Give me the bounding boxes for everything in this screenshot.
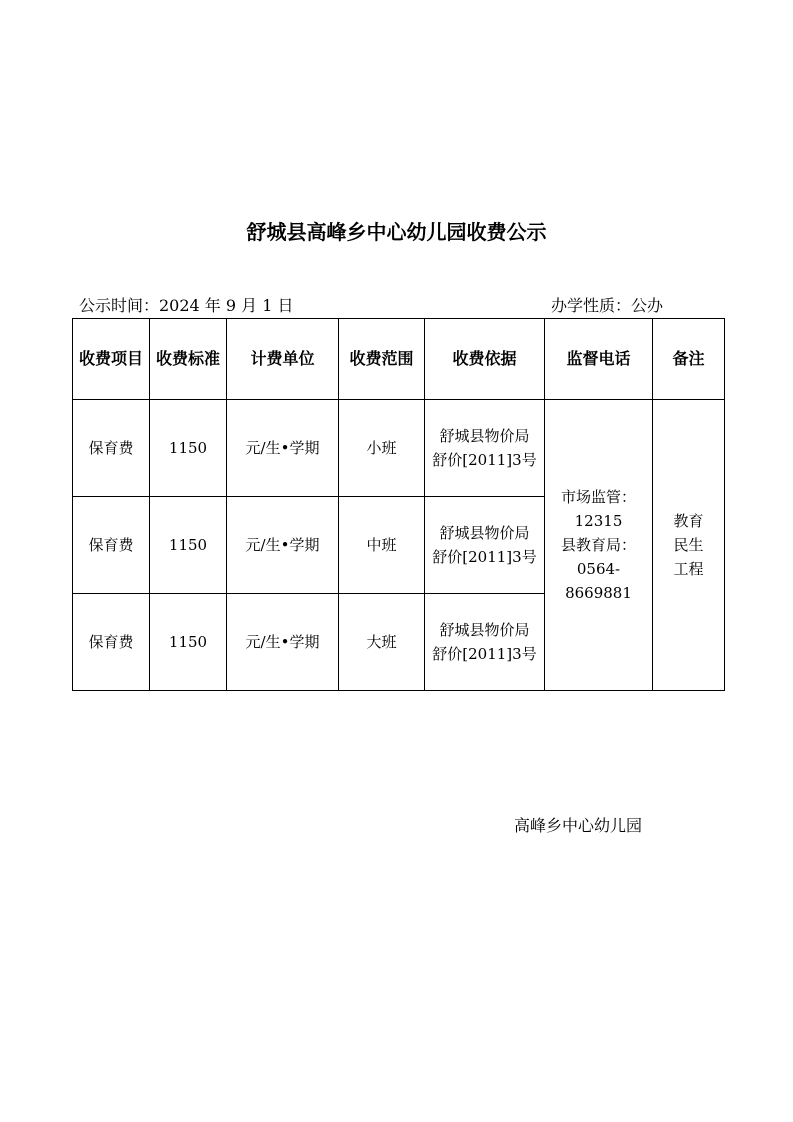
remarks-cell xyxy=(653,400,725,691)
cell-standard: 1150 xyxy=(150,497,227,594)
phone-line: 市场监管： xyxy=(560,488,636,506)
phone-line: 县教育局： xyxy=(560,536,636,554)
phone-line: 12315 xyxy=(574,512,623,530)
cell-scope: 小班 xyxy=(339,400,425,497)
basis-authority: 舒城县物价局 xyxy=(439,524,530,542)
remark-line: 教育 xyxy=(673,512,704,530)
cell-item: 保育费 xyxy=(73,594,150,691)
page-title: 舒城县高峰乡中心幼儿园收费公示 xyxy=(246,220,547,244)
fee-table xyxy=(72,318,725,691)
cell-unit: 元/生•学期 xyxy=(227,594,339,691)
header-phone: 监督电话 xyxy=(545,319,653,400)
cell-item: 保育费 xyxy=(73,400,150,497)
phone-line: 0564- xyxy=(576,560,621,578)
supervision-phone-cell xyxy=(545,400,653,691)
table-header-row xyxy=(73,319,725,400)
header-remarks: 备注 xyxy=(653,319,725,400)
cell-scope: 中班 xyxy=(339,497,425,594)
announce-date: 公示时间：2024 年 9 月 1 日 xyxy=(79,296,294,315)
cell-basis xyxy=(425,594,545,691)
cell-unit: 元/生•学期 xyxy=(227,400,339,497)
header-item: 收费项目 xyxy=(73,319,150,400)
header-basis: 收费依据 xyxy=(425,319,545,400)
cell-basis xyxy=(425,400,545,497)
basis-authority: 舒城县物价局 xyxy=(439,427,530,445)
header-unit: 计费单位 xyxy=(227,319,339,400)
header-scope: 收费范围 xyxy=(339,319,425,400)
table-row xyxy=(73,400,725,497)
cell-unit: 元/生•学期 xyxy=(227,497,339,594)
remark-line: 民生 xyxy=(673,536,704,554)
cell-basis xyxy=(425,497,545,594)
basis-document: 舒价[2011]3号 xyxy=(432,548,537,566)
cell-scope: 大班 xyxy=(339,594,425,691)
basis-document: 舒价[2011]3号 xyxy=(432,451,537,469)
basis-document: 舒价[2011]3号 xyxy=(432,645,537,663)
cell-standard: 1150 xyxy=(150,594,227,691)
phone-line: 8669881 xyxy=(565,584,632,602)
basis-authority: 舒城县物价局 xyxy=(439,621,530,639)
cell-item: 保育费 xyxy=(73,497,150,594)
header-standard: 收费标准 xyxy=(150,319,227,400)
remark-line: 工程 xyxy=(673,560,704,578)
cell-standard: 1150 xyxy=(150,400,227,497)
footer-signature: 高峰乡中心幼儿园 xyxy=(514,816,643,835)
school-type: 办学性质：公办 xyxy=(551,296,664,315)
